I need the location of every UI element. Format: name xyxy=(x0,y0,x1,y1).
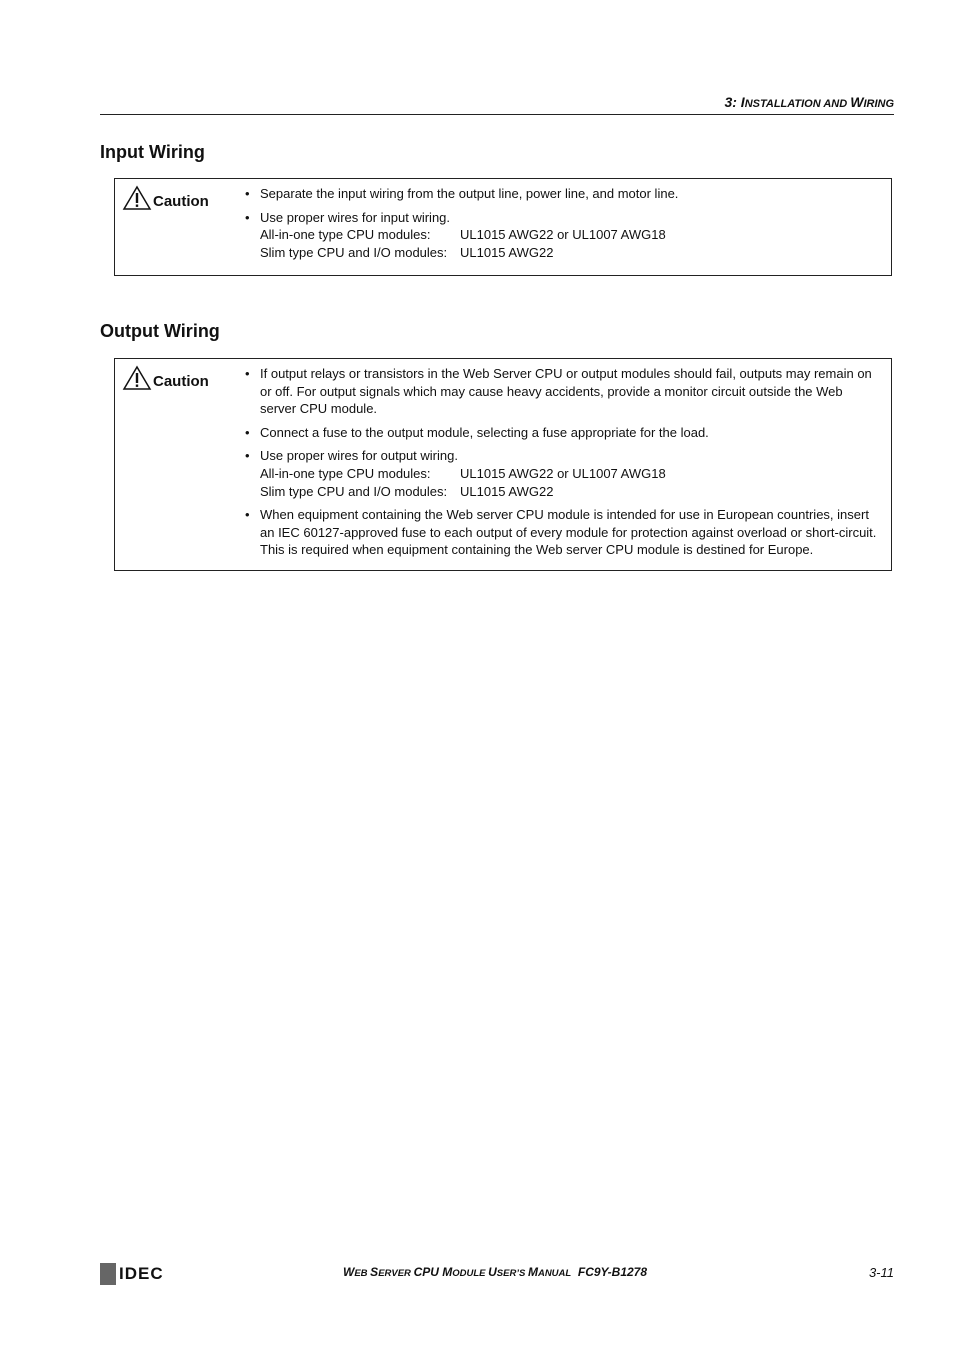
list-item: • Connect a fuse to the output module, selecting a fuse appropriate for the load. xyxy=(245,424,879,442)
caution-header xyxy=(122,367,209,391)
warning-triangle-icon xyxy=(122,185,152,211)
caution-label: Caution xyxy=(153,373,209,390)
list-item: • Use proper wires for input wiring. All-in-one type CPU modules: UL1015 AWG22 or UL1007 AWG18 Slim type CPU and I/O modules: UL1015 AWG22 xyxy=(245,209,879,262)
doc-code: FC9Y-B1278 xyxy=(577,1265,648,1279)
wire-spec-row: Slim type CPU and I/O modules: UL1015 AWG22 xyxy=(260,483,554,499)
wire-spec-row: Slim type CPU and I/O modules: UL1015 AWG22 xyxy=(260,244,554,260)
wire-spec-row: All-in-one type CPU modules: UL1015 AWG22 or UL1007 AWG18 xyxy=(260,465,666,481)
list-item: • If output relays or transistors in the Web Server CPU or output modules should fail, outputs may remain on or off. For output signals which may cause heavy accidents, provide a monitor circuit outside the Web server CPU module. xyxy=(245,365,879,418)
input-caution-list xyxy=(245,185,879,267)
input-caution-box xyxy=(114,178,892,276)
caution-label: Caution xyxy=(153,193,209,210)
logo-mark-icon xyxy=(100,1263,116,1285)
input-wiring-heading: Input Wiring xyxy=(100,142,205,162)
list-item: • Separate the input wiring from the output line, power line, and motor line. xyxy=(245,185,879,203)
output-wiring-heading: Output Wiring xyxy=(100,321,220,341)
caution-header xyxy=(122,187,209,211)
wire-spec-row: All-in-one type CPU modules: UL1015 AWG22 or UL1007 AWG18 xyxy=(260,227,666,243)
list-item: • When equipment containing the Web server CPU module is intended for use in European countries, insert an IEC 60127-approved fuse to each output of every module for protection against overload or short-circuit. This is required when equipment containing the Web server CPU module is destined for Europe. xyxy=(245,506,879,559)
page-header xyxy=(100,92,894,115)
output-caution-box xyxy=(114,358,892,571)
idec-logo: IDEC xyxy=(100,1263,164,1285)
output-caution-list xyxy=(245,365,879,565)
manual-title: WEB SERVER CPU MODULE USER’S MANUAL FC9Y-B1278 xyxy=(343,1265,648,1279)
warning-triangle-icon xyxy=(122,365,152,391)
chapter-title: 3: INSTALLATION AND WIRING xyxy=(724,94,894,110)
list-item: • Use proper wires for output wiring. All-in-one type CPU modules: UL1015 AWG22 or UL1007 AWG18 Slim type CPU and I/O modules: UL1015 AWG22 xyxy=(245,447,879,500)
page-number: 3-11 xyxy=(868,1265,894,1280)
